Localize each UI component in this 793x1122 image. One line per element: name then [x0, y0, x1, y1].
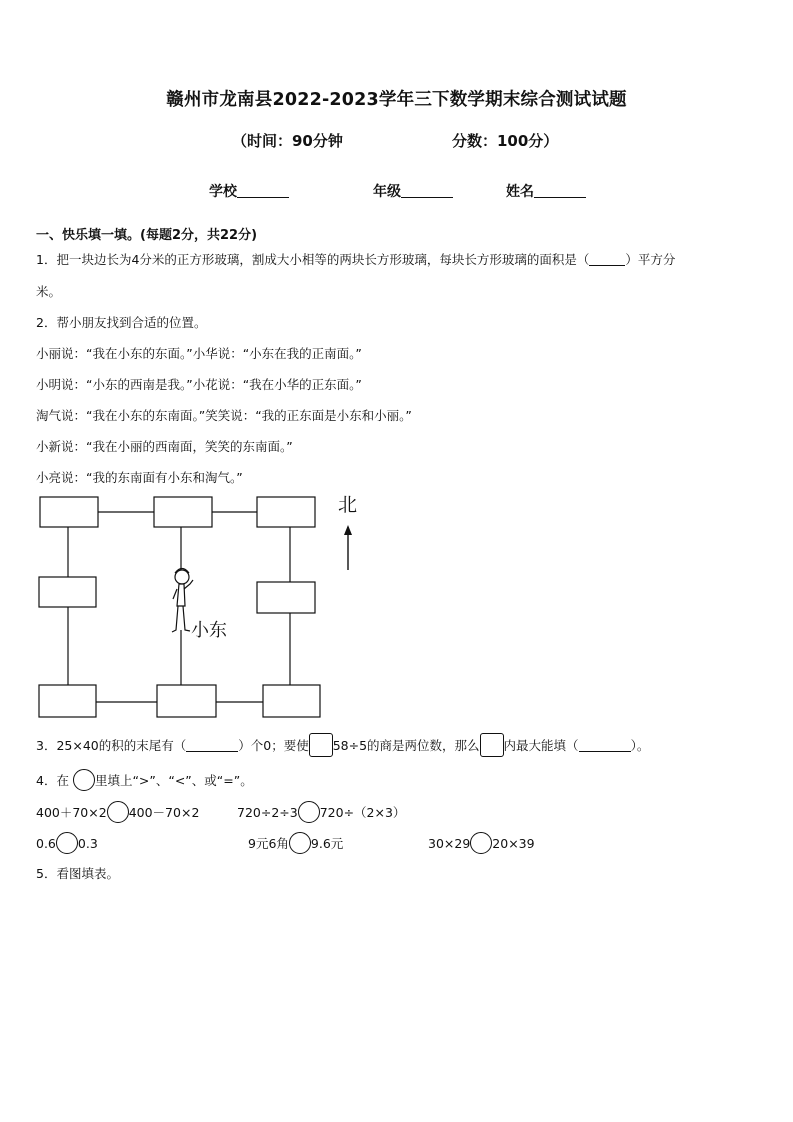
clue-line: 小明说：“小东的西南是我。”小花说：“我在小华的正东面。” [36, 377, 362, 392]
clue-line: 小丽说：“我在小东的东面。”小华说：“小东在我的正南面。” [36, 346, 362, 361]
compare-circle[interactable] [73, 769, 95, 791]
clue-line: 小新说：“我在小丽的西南面，笑笑的东南面。” [36, 439, 293, 454]
name-blank[interactable] [534, 183, 586, 198]
compare-item: 0.6 0.3 [36, 832, 98, 854]
position-map [36, 492, 376, 724]
page-title: 赣州市龙南县2022-2023学年三下数学期末综合测试试题 [166, 90, 627, 110]
compare-item: 720÷2÷3 720÷（2×3） [237, 801, 405, 823]
grade-field[interactable] [373, 181, 453, 201]
question-2: 2．帮小朋友找到合适的位置。 [36, 315, 207, 330]
name-label: 姓名 [506, 184, 534, 200]
grade-label: 年级 [373, 184, 401, 200]
answer-box-bottom-right[interactable] [263, 685, 320, 717]
name-field[interactable] [506, 181, 586, 201]
question-5: 5．看图填表。 [36, 866, 119, 881]
school-label: 学校 [209, 184, 237, 200]
section-heading: 一、快乐填一填。(每题2分，共22分) [36, 228, 258, 243]
answer-box-middle-left[interactable] [39, 577, 96, 607]
north-arrow-icon [344, 525, 352, 570]
compare-circle[interactable] [289, 832, 311, 854]
answer-box-middle-right[interactable] [257, 582, 315, 613]
question-1: 1．把一块边长为4分米的正方形玻璃，割成大小相等的两块长方形玻璃，每块长方形玻璃的面积是（ ）平方分 [36, 252, 676, 267]
answer-box-top-left[interactable] [40, 497, 98, 527]
xiaodong-label: 小东 [191, 620, 227, 641]
compare-circle[interactable] [107, 801, 129, 823]
school-blank[interactable] [237, 183, 289, 198]
compare-circle[interactable] [470, 832, 492, 854]
time-limit: （时间：90分钟 [232, 132, 343, 150]
question-3: 3．25×40的积的末尾有（ ）个0；要使 58÷5的商是两位数，那么 内最大能填（ ）。 [36, 733, 649, 757]
question-4: 4．在 里填上“>”、“<”、或“=”。 [36, 769, 253, 791]
north-label: 北 [338, 494, 358, 516]
grade-blank[interactable] [401, 183, 453, 198]
clue-line: 小亮说：“我的东南面有小东和淘气。” [36, 470, 243, 485]
compare-item: 9元6角 9.6元 [248, 832, 343, 854]
answer-box-top-right[interactable] [257, 497, 315, 527]
digit-box[interactable] [309, 733, 333, 757]
compare-item: 400＋70×2 400－70×2 [36, 801, 199, 823]
digit-box[interactable] [480, 733, 504, 757]
answer-box-top-middle[interactable] [154, 497, 212, 527]
compare-circle[interactable] [298, 801, 320, 823]
child-figure-icon [172, 569, 193, 633]
answer-box-bottom-left[interactable] [39, 685, 96, 717]
question-1-cont: 米。 [36, 284, 62, 299]
clue-line: 淘气说：“我在小东的东南面。”笑笑说：“我的正东面是小东和小丽。” [36, 408, 412, 423]
answer-box-bottom-middle[interactable] [157, 685, 216, 717]
school-field[interactable] [209, 181, 289, 201]
compare-circle[interactable] [56, 832, 78, 854]
answer-blank[interactable] [579, 738, 631, 752]
compare-item: 30×29 20×39 [428, 832, 535, 854]
total-score: 分数：100分） [452, 132, 559, 150]
answer-blank[interactable] [186, 738, 238, 752]
answer-blank[interactable] [589, 252, 625, 266]
